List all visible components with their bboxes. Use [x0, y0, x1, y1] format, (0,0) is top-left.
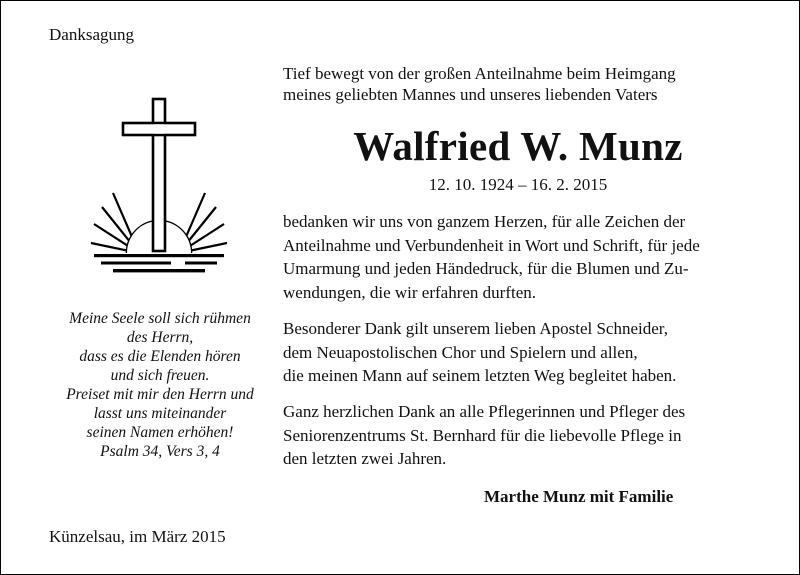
paragraph-line: den letzten zwei Jahren.: [283, 449, 447, 468]
verse-line: des Herrn,: [126, 329, 194, 346]
verse-line: Preiset mit mir den Herrn und: [66, 386, 254, 403]
psalm-verse: [41, 309, 279, 461]
verse-line: dass es die Elenden hören: [79, 348, 241, 365]
special-thanks-paragraph: [283, 317, 763, 388]
life-dates: 12. 10. 1924 – 16. 2. 2015: [428, 175, 608, 194]
cross-rising-sun-icon: [89, 93, 229, 283]
paragraph-line: Anteilnahme und Verbundenheit in Wort und Schrift, für jede: [283, 235, 700, 255]
paragraph-line: Besonderer Dank gilt unserem lieben Apostel Schneider,: [283, 319, 669, 338]
verse-line: Meine Seele soll sich rühmen: [69, 310, 251, 327]
paragraph-line: dem Neuapostolischen Chor und Spielern und allen,: [283, 342, 638, 362]
deceased-name: Walfried W. Munz: [353, 123, 683, 169]
verse-line: seinen Namen erhöhen!: [86, 424, 234, 441]
paragraph-line: wendungen, die wir erfahren durften.: [283, 282, 537, 302]
verse-line: lasst uns miteinander: [93, 405, 227, 422]
place-and-date: Künzelsau, im März 2015: [49, 527, 226, 546]
intro-line: meines geliebten Mannes und unseres liebenden Vaters: [283, 85, 658, 104]
paragraph-line: Umarmung und jeden Händedruck, für die Blumen und Zu-: [283, 259, 689, 278]
paragraph-line: bedanken wir uns von ganzem Herzen, für alle Zeichen der: [283, 212, 686, 231]
paragraph-line: die meinen Mann auf seinem letzten Weg begleitet haben.: [283, 366, 677, 385]
thanks-paragraph: [283, 210, 763, 304]
intro-line: Tief bewegt von der großen Anteilnahme beim Heimgang: [283, 64, 676, 83]
paragraph-line: Seniorenzentrums St. Bernhard für die liebevolle Pflege in: [283, 425, 682, 445]
intro-text: [283, 63, 763, 105]
paragraph-line: Ganz herzlichen Dank an alle Pflegerinnen und Pfleger des: [283, 402, 686, 421]
verse-citation: Psalm 34, Vers 3, 4: [100, 443, 220, 460]
notice-heading: Danksagung: [49, 25, 134, 44]
care-thanks-paragraph: [283, 400, 763, 471]
verse-line: und sich freuen.: [110, 367, 210, 384]
signature: Marthe Munz mit Familie: [484, 487, 674, 506]
